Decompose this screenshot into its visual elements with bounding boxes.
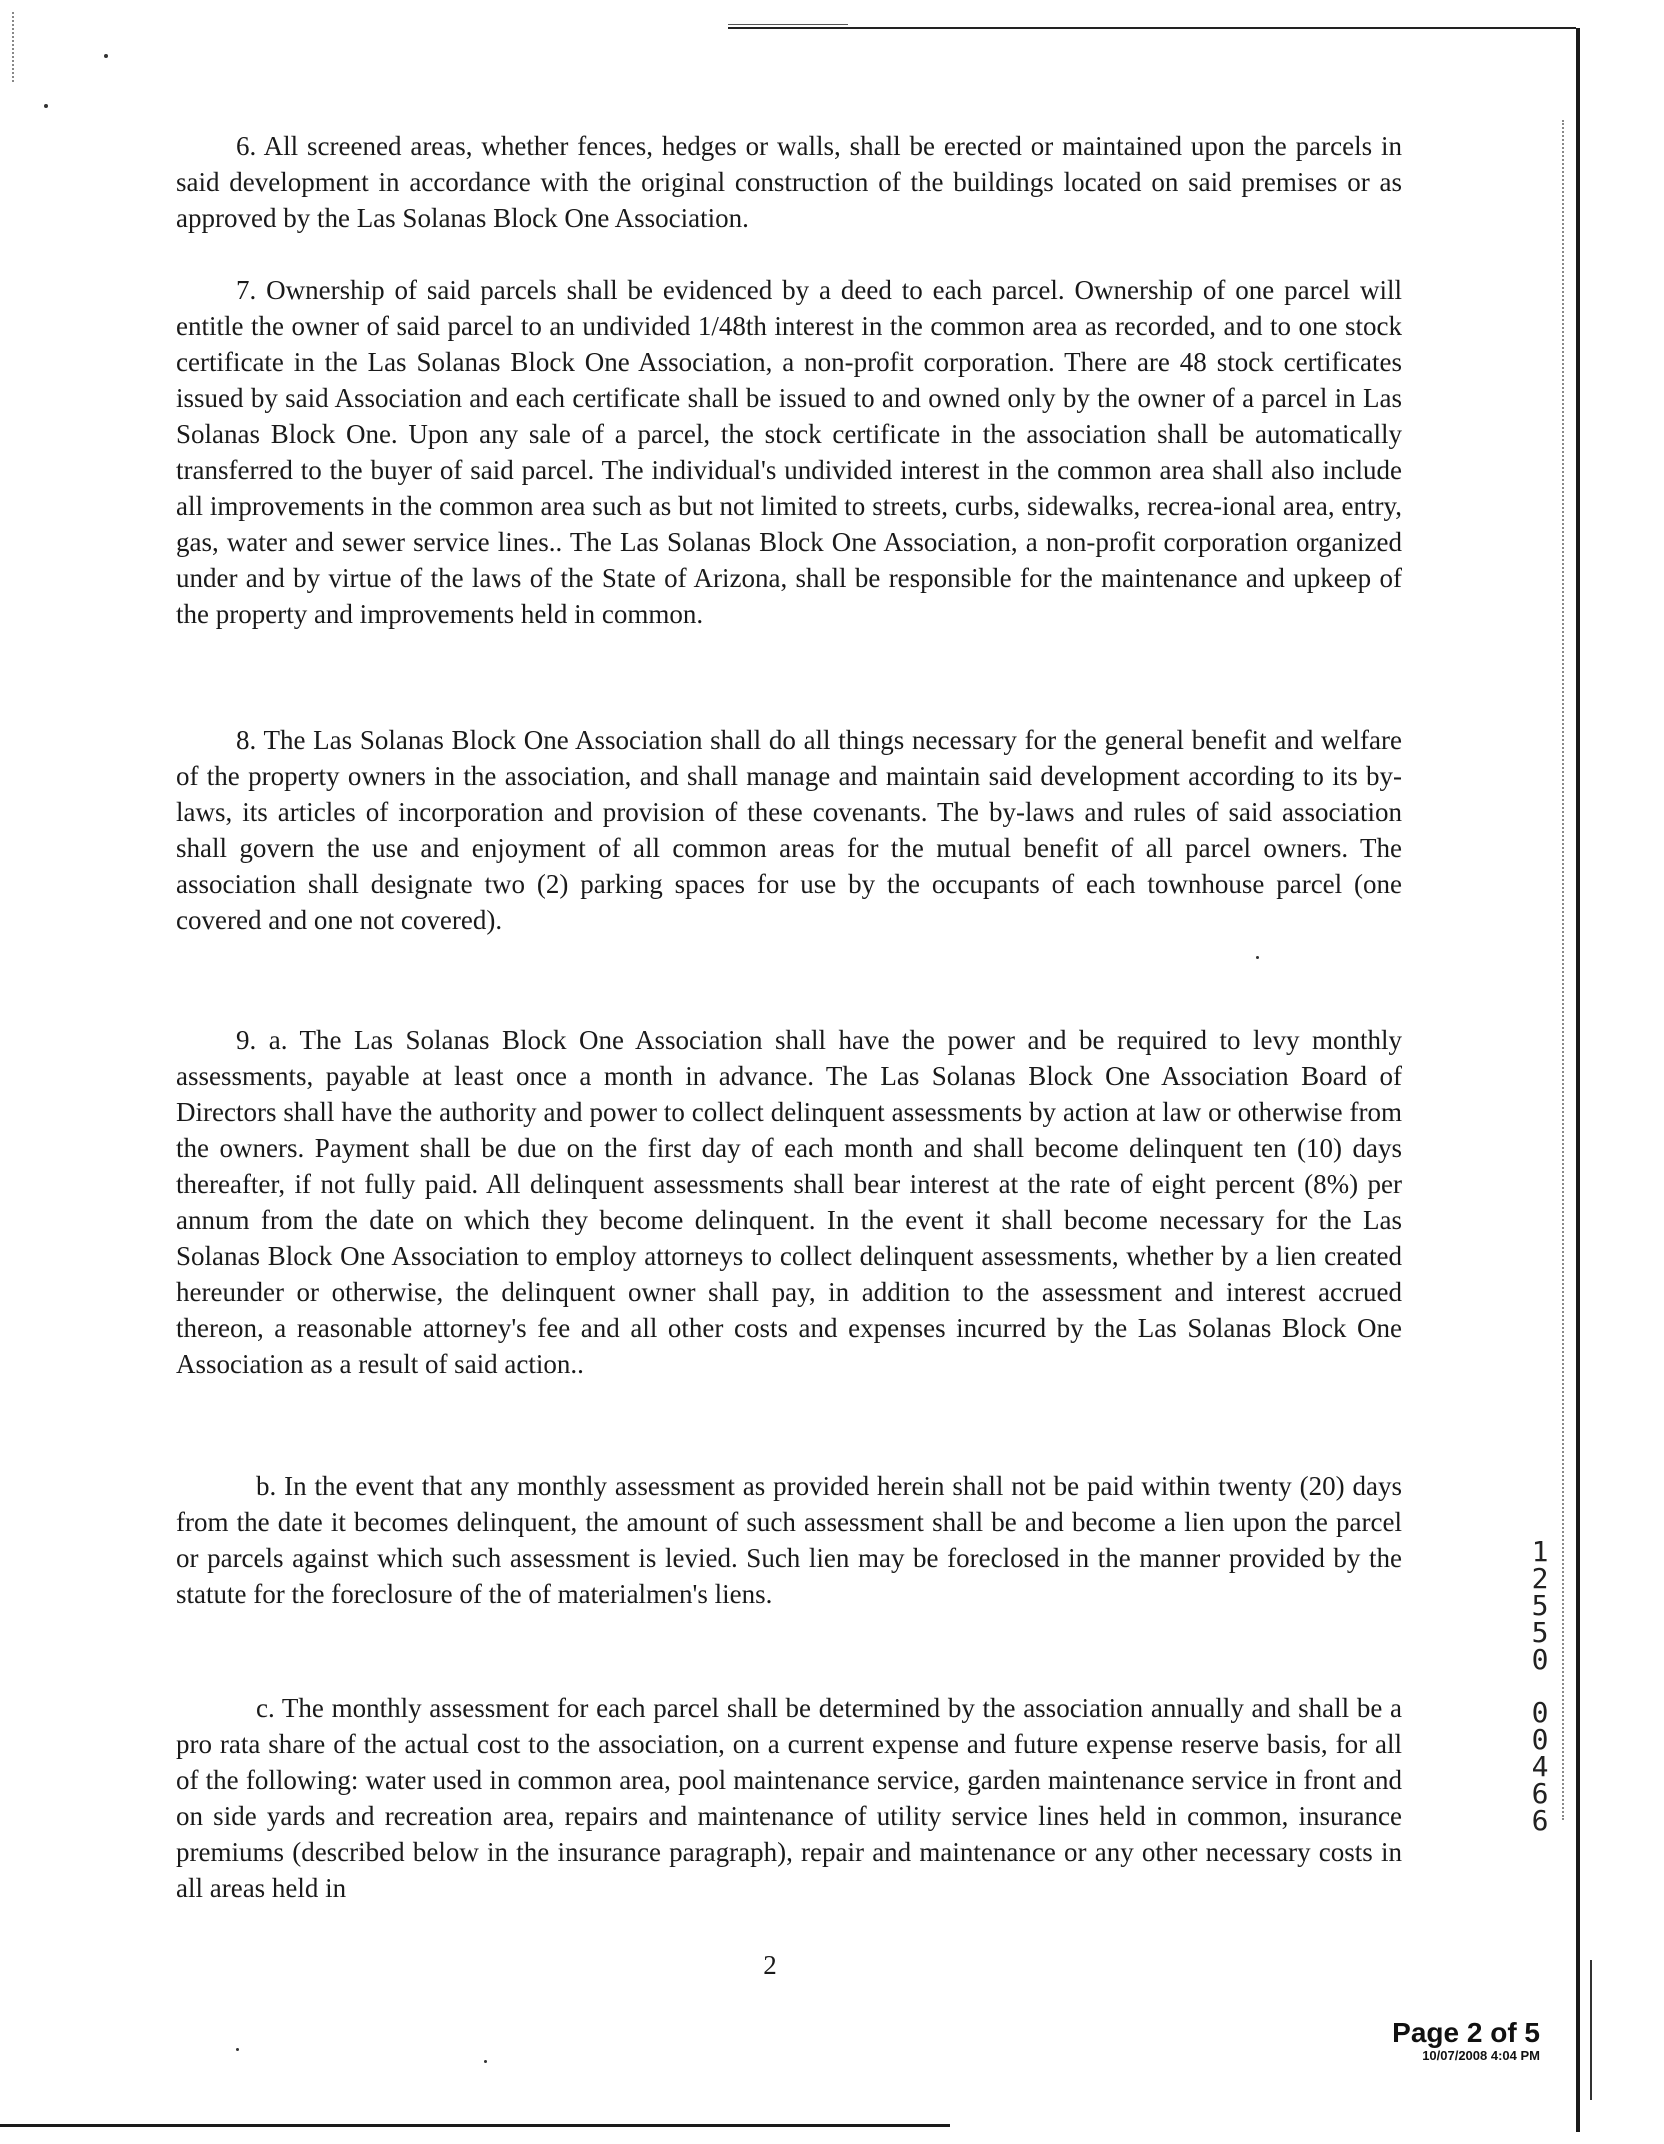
bates-digit: 6 [1531, 1777, 1549, 1810]
scan-speck [1256, 956, 1259, 959]
page-count-label: Page 2 of 5 [1392, 2017, 1540, 2048]
bates-digit: 5 [1531, 1616, 1549, 1649]
scan-speck [484, 2060, 487, 2063]
paragraph-8-text: 8. The Las Solanas Block One Association shall do all things necessary for the general benefit and welfare of the property owners in the association, and shall manage and maintain said development according to its by-laws, its articles of incorporation and provision of these covenants. The by-laws and rules of said association shall govern the use and enjoyment of all common areas for the mutual benefit of all parcel owners. The association shall designate two (2) parking spaces for use by the occupants of each townhouse parcel (one covered and one not covered). [176, 725, 1402, 935]
scan-dotted-line-left [12, 12, 14, 82]
timestamp: 10/07/2008 4:04 PM [1422, 2048, 1540, 2063]
bates-digit: 6 [1531, 1804, 1549, 1837]
scan-border-bottom [0, 2124, 950, 2127]
scan-speck [44, 104, 48, 108]
paragraph-6-text: 6. All screened areas, whether fences, hedges or walls, shall be erected or maintained upon the parcels in said development in accordance with the original construction of the buildings located on said premises or as approved by the Las Solanas Block One Association. [176, 131, 1402, 233]
bates-number [1525, 1535, 1555, 1837]
fax-stamp [1300, 2018, 1540, 2064]
paragraph-8 [176, 722, 1402, 938]
scan-border-top [728, 27, 1576, 29]
paragraph-9b [176, 1468, 1402, 1612]
scan-speck [104, 54, 108, 58]
bates-digit: 2 [1531, 1562, 1549, 1595]
paragraph-7-text: 7. Ownership of said parcels shall be evidenced by a deed to each parcel. Ownership of one parcel will entitle the owner of said parcel to an undivided 1/48th interest in the common area as recorded, and to one stock certificate in the Las Solanas Block One Association, a non-profit corporation. There are 48 stock certificates issued by said Association and each certificate shall be issued to and owned only by the owner of a parcel in Las Solanas Block One. Upon any sale of a parcel, the stock certificate in the association shall be automatically transferred to the buyer of said parcel. The individual's undivided interest in the common area shall also include all improvements in the common area such as but not limited to streets, curbs, sidewalks, recrea-ional area, entry, gas, water and sewer service lines.. The Las Solanas Block One Association, a non-profit corporation organized under and by virtue of the laws of the State of Arizona, shall be responsible for the maintenance and upkeep of the property and improvements held in common. [176, 275, 1402, 629]
bates-digit: 0 [1531, 1723, 1549, 1756]
bates-digit: 4 [1531, 1750, 1549, 1783]
paragraph-9a [176, 1022, 1402, 1382]
scan-border-top-faint [728, 24, 848, 25]
paragraph-7 [176, 272, 1402, 632]
scan-border-right [1576, 28, 1580, 2132]
paragraph-9a-text: 9. a. The Las Solanas Block One Association shall have the power and be required to levy monthly assessments, payable at least once a month in advance. The Las Solanas Block One Association Board of Directors shall have the authority and power to collect delinquent assessments by action at law or otherwise from the owners. Payment shall be due on the first day of each month and shall become delinquent ten (10) days thereafter, if not fully paid. All delinquent assessments shall bear interest at the rate of eight percent (8%) per annum from the date on which they become delinquent. In the event it shall become necessary for the Las Solanas Block One Association to employ attorneys to collect delinquent assessments, whether by a lien created hereunder or otherwise, the delinquent owner shall pay, in addition to the assessment and interest accrued thereon, a reasonable attorney's fee and all other costs and expenses incurred by the Las Solanas Block One Association as a result of said action.. [176, 1025, 1402, 1379]
paragraph-9c-text: c. The monthly assessment for each parcel shall be determined by the association annually and shall be a pro rata share of the actual cost to the association, on a current expense and future expense reserve basis, for all of the following: water used in common area, pool maintenance service, garden maintenance service in front and on side yards and recreation area, repairs and maintenance of utility service lines held in common, insurance premiums (described below in the insurance paragraph), repair and maintenance or any other necessary costs in all areas held in [176, 1693, 1402, 1903]
scan-speck [236, 2048, 239, 2051]
bates-digit: 5 [1531, 1589, 1549, 1622]
scan-dotted-line-right [1562, 120, 1564, 1820]
paragraph-9b-text: b. In the event that any monthly assessment as provided herein shall not be paid within twenty (20) days from the date it becomes delinquent, the amount of such assessment shall be and become a lien upon the parcel or parcels against which such assessment is levied. Such lien may be foreclosed in the manner provided by the statute for the foreclosure of the of materialmen's liens. [176, 1471, 1402, 1609]
scan-border-right-thin [1590, 1960, 1592, 2100]
bates-digit: 0 [1531, 1643, 1549, 1676]
bates-digit: 1 [1531, 1535, 1549, 1568]
paragraph-6 [176, 128, 1402, 236]
paragraph-9c [176, 1690, 1402, 1906]
bates-digit: 0 [1531, 1696, 1549, 1729]
page-number: 2 [763, 1950, 777, 1980]
